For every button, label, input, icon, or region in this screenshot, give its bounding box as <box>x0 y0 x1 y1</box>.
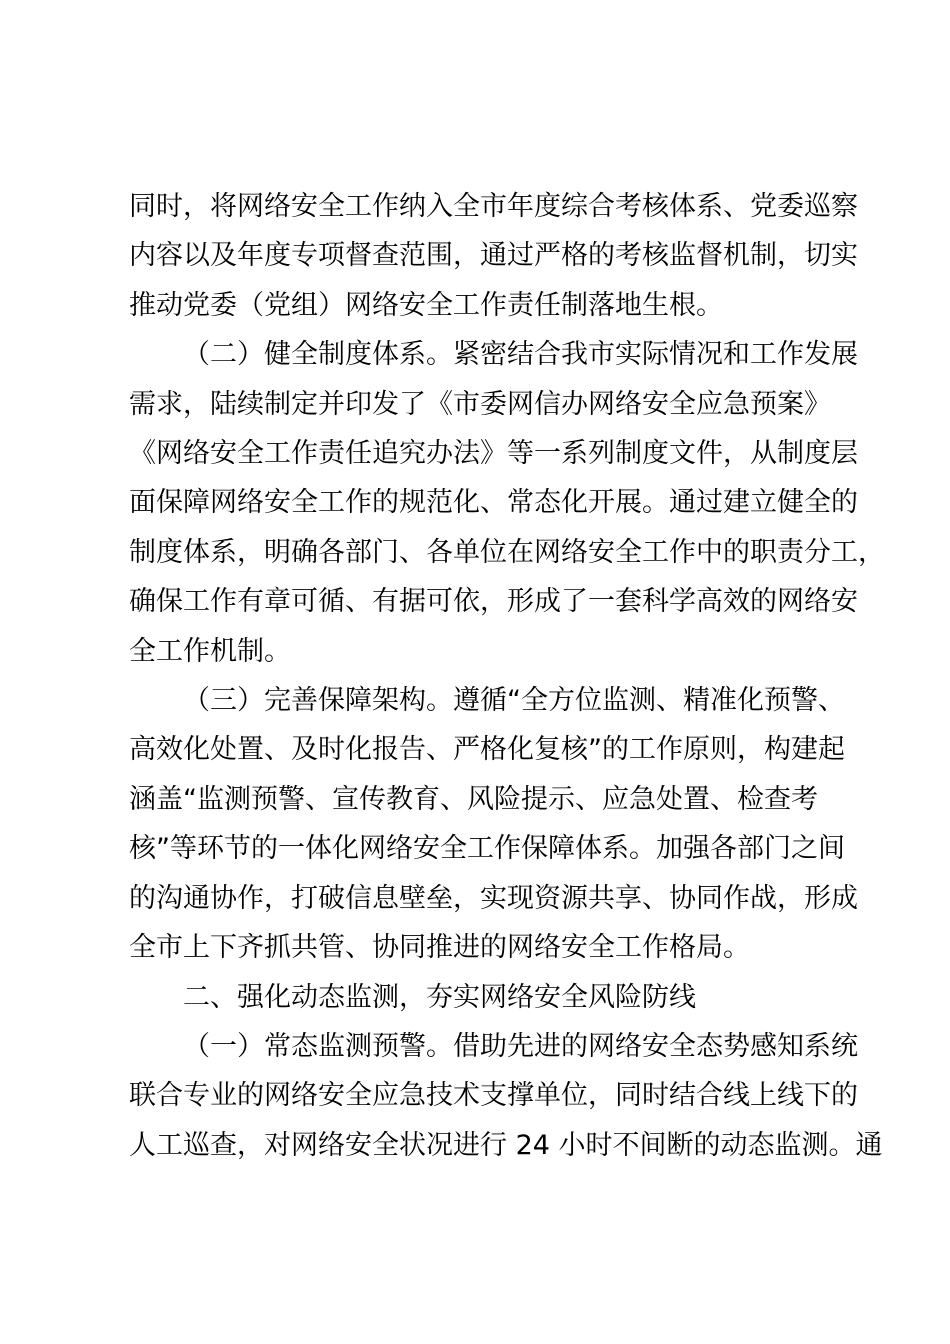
text-line: 确保工作有章可循、有据可依，形成了一套科学高效的网络安 <box>129 586 858 618</box>
section-heading-text: 二、强化动态监测，夯实网络安全风险防线 <box>183 981 696 1013</box>
text-line: 同时，将网络安全工作纳入全市年度综合考核体系、党委巡察 <box>129 191 858 222</box>
text-line: 需求，陆续制定并印发了《市委网信办网络安全应急预案》 <box>129 388 831 420</box>
text-line: 高效化处置、及时化报告、严格化复核”的工作原则，构建起 <box>129 734 845 766</box>
text-line: （一）常态监测预警。借助先进的网络安全态势感知系统 <box>183 1030 858 1062</box>
text-line: 人工巡查，对网络安全状况进行 24 小时不间断的动态监测。通 <box>129 1129 883 1161</box>
text-line: 推动党委（党组）网络安全工作责任制落地生根。 <box>129 289 723 321</box>
paragraph-system-building <box>129 330 885 676</box>
paragraph-support-structure <box>129 676 858 972</box>
text-line: 《网络安全工作责任追究办法》等一系列制度文件，从制度层 <box>129 438 858 470</box>
text-line: （三）完善保障架构。遵循“全方位监测、精准化预警、 <box>183 685 845 717</box>
document-body <box>129 182 885 1170</box>
text-line: 的沟通协作，打破信息壁垒，实现资源共享、协同作战，形成 <box>129 882 858 914</box>
text-line: 核”等环节的一体化网络安全工作保障体系。加强各部门之间 <box>129 833 845 865</box>
text-line: 全工作机制。 <box>129 635 291 667</box>
text-line: 全市上下齐抓共管、协同推进的网络安全工作格局。 <box>129 932 750 964</box>
section-heading <box>129 973 834 1022</box>
text-line: 制度体系，明确各部门、各单位在网络安全工作中的职责分工， <box>129 536 885 568</box>
text-line: 涵盖“监测预警、宣传教育、风险提示、应急处置、检查考 <box>129 783 818 815</box>
text-line: （二）健全制度体系。紧密结合我市实际情况和工作发展 <box>183 339 858 371</box>
text-line: 联合专业的网络安全应急技术支撑单位，同时结合线上线下的 <box>129 1080 858 1112</box>
text-line: 内容以及年度专项督查范围，通过严格的考核监督机制，切实 <box>129 240 858 272</box>
paragraph-continuation <box>129 182 858 330</box>
paragraph-monitoring <box>129 1022 883 1170</box>
text-line: 面保障网络安全工作的规范化、常态化开展。通过建立健全的 <box>129 487 858 519</box>
